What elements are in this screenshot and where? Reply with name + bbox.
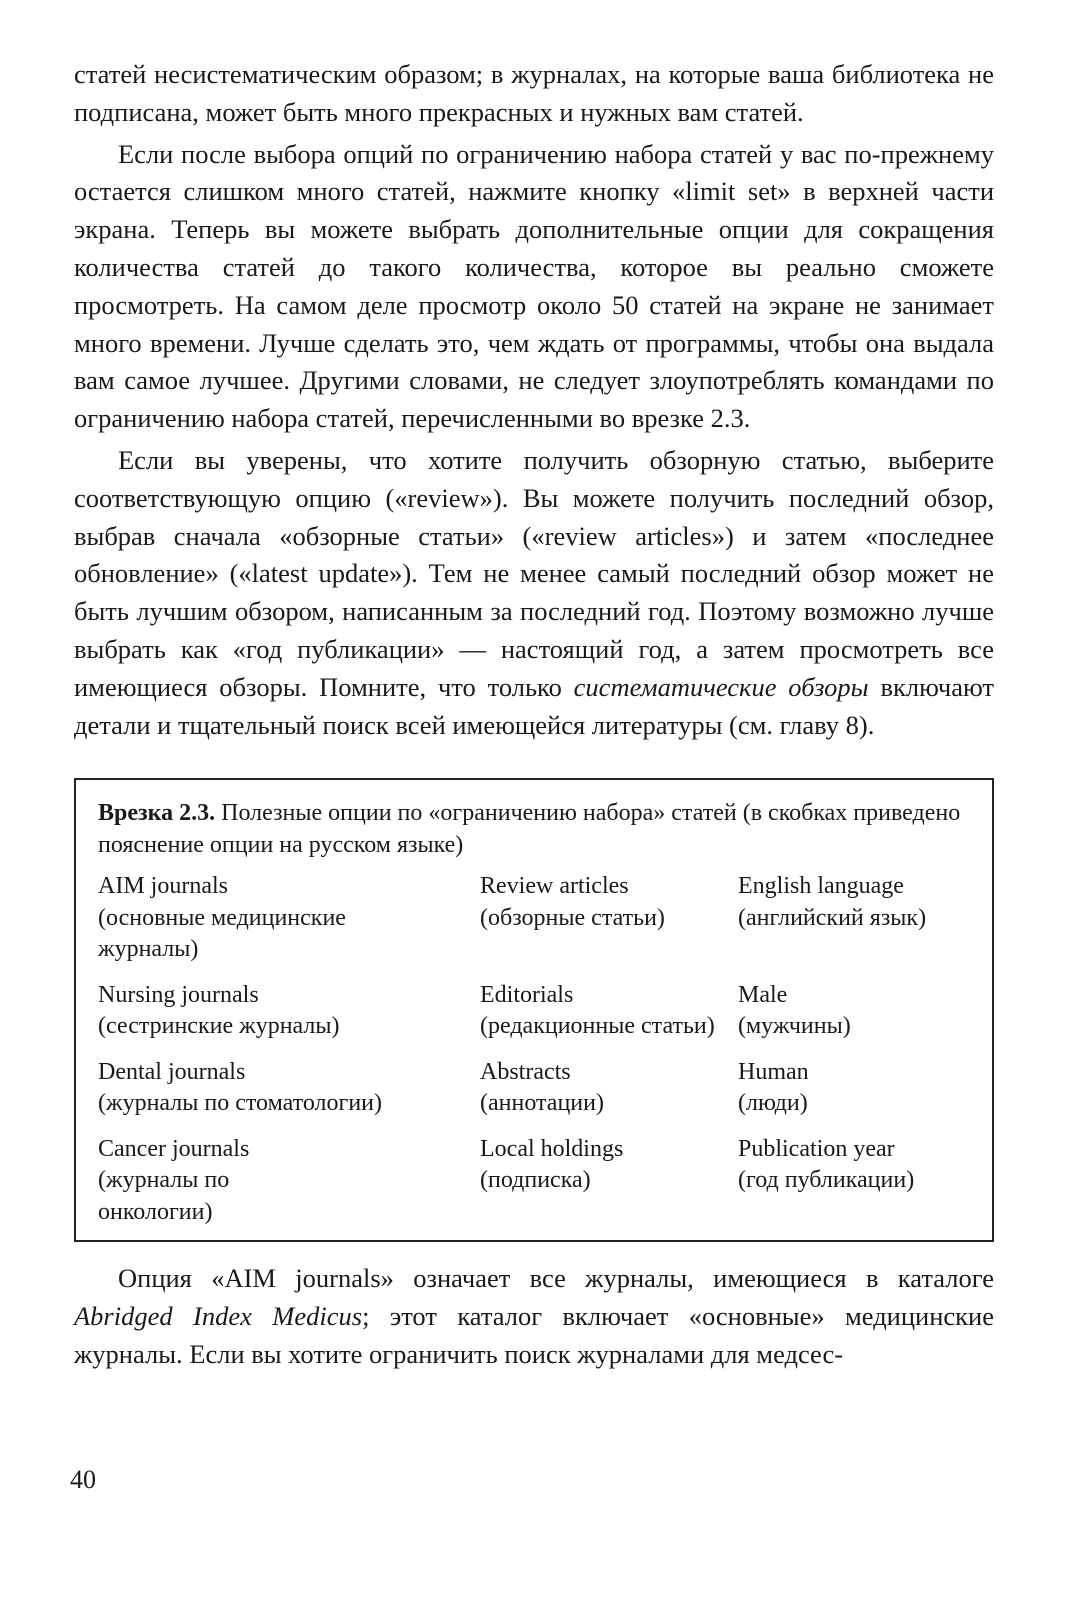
paragraph-aim [74,1260,994,1373]
option-cell [480,871,738,966]
option-cell [480,1134,738,1229]
option-ru: (журналы по стоматологии) [98,1090,383,1117]
option-en: Local holdings [480,1135,624,1162]
option-cell [98,980,480,1043]
paragraph-aim-italic: Abridged Index Medicus [74,1301,363,1332]
option-ru: (год публикации) [738,1167,915,1194]
page-body [74,56,994,1374]
box-caption [98,798,970,861]
paragraph-review-italic: систематические обзоры [573,671,869,702]
option-ru: (журналы по онкологии) [98,1167,230,1225]
paragraph-limit-set: Если после выбора опций по ограничению набора статей у вас по-прежнему остается слишком много статей, нажмите кнопку «limit set» в верхней части экрана. Теперь вы можете выбрать дополнительные опции для сокращения количества статей до такого количества, которое вы реально сможете просмотреть. На самом деле просмотр около 50 статей на экране не занимает много времени. Лучше сделать это, чем ждать от программы, чтобы она выдала вам самое лучшее. Другими словами, не следует злоупотреблять командами по ограничению набора статей, перечисленными во врезке 2.3. [74,138,994,434]
box-label: Врезка 2.3. [98,800,216,827]
paragraph-continuation: статей несистематическим образом; в журналах, на которые ваша библиотека не подписана, может быть много прекрасных и нужных вам статей. [74,59,994,127]
option-cell [98,1057,480,1120]
option-en: AIM journals [98,873,228,900]
option-en: English language [738,873,904,900]
option-ru: (аннотации) [480,1090,604,1117]
option-en: Publication year [738,1135,895,1162]
options-grid [98,871,970,1228]
option-cell [738,871,970,966]
option-cell [738,1134,970,1229]
paragraph-review [74,442,994,744]
sidebar-box [74,778,994,1242]
paragraph-review-text-end: включают детали и тщательный поиск всей имеющейся литературы (см. главу 8). [74,671,994,740]
option-en: Cancer journals [98,1135,250,1162]
option-ru: (основные медицинские журналы) [98,904,346,963]
option-ru: (редакционные статьи) [480,1013,715,1040]
paragraph-aim-text: Опция «AIM journals» означает все журналы, имеющиеся в каталоге [118,1263,994,1294]
option-ru: (мужчины) [738,1013,851,1040]
option-en: Nursing journals [98,981,259,1008]
option-ru: (люди) [738,1090,808,1117]
option-en: Human [738,1058,809,1085]
option-en: Dental journals [98,1058,246,1085]
option-en: Editorials [480,981,574,1008]
option-cell [480,980,738,1043]
option-en: Abstracts [480,1058,571,1085]
option-cell [738,980,970,1043]
option-cell [480,1057,738,1120]
box-caption-text: Полезные опции по «ограничению набора» статей (в скобках приведено пояснение опции на русском языке) [98,800,961,858]
option-ru: (английский язык) [738,904,927,931]
option-en: Male [738,981,788,1008]
page-number: 40 [70,1465,96,1494]
option-en: Review articles [480,873,629,900]
option-cell [98,1134,480,1229]
option-ru: (сестринские журналы) [98,1013,340,1040]
paragraph-review-text: Если вы уверены, что хотите получить обзорную статью, выберите соответствующую опцию («review»). Вы можете получить последний обзор, выбрав сначала «обзорные статьи» («review articles») и затем «последнее обновление» («latest update»). Тем не менее самый последний обзор может не быть лучшим обзором, написанным за последний год. Поэтому возможно лучше выбрать как «год публикации» — настоящий год, а затем просмотреть все имеющиеся обзоры. Помните, что только [74,444,994,702]
option-ru: (обзорные статьи) [480,904,665,931]
option-ru: (подписка) [480,1167,591,1194]
paragraph-aim-text-end: ; этот каталог включает «основные» медицинские журналы. Если вы хотите ограничить поиск журналами для медсес- [74,1301,994,1369]
option-cell [738,1057,970,1120]
option-cell [98,871,480,966]
